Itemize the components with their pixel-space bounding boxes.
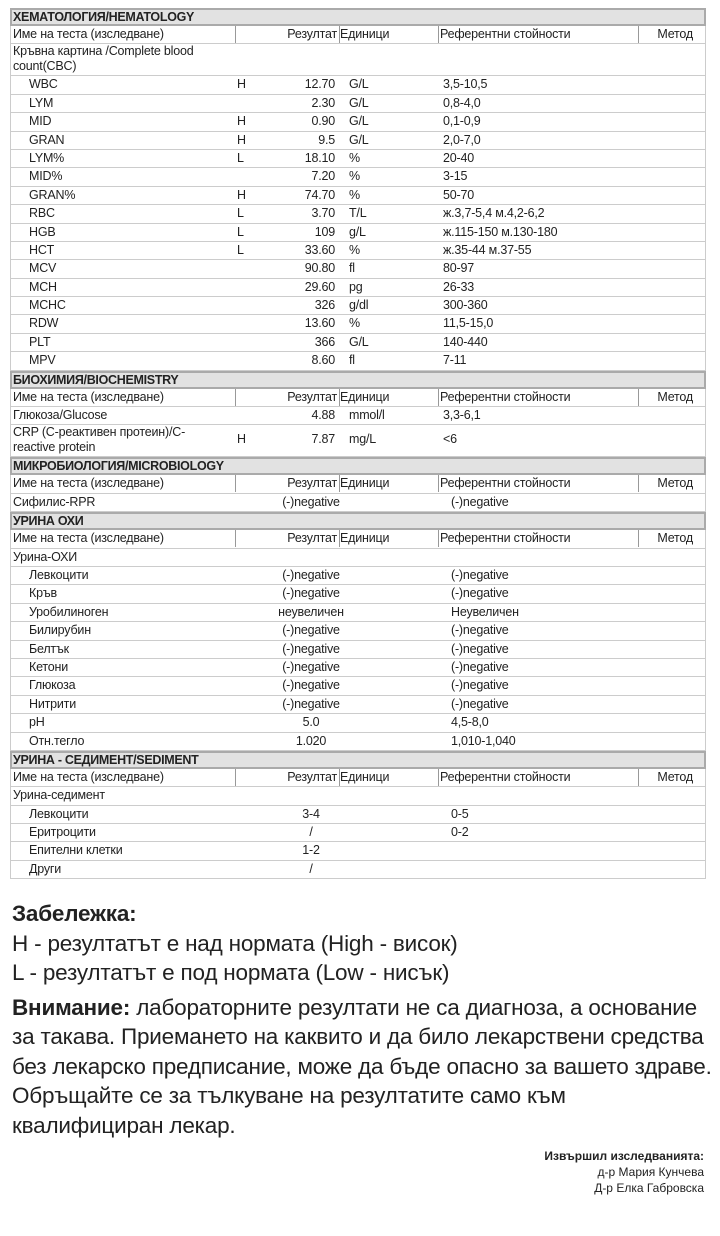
test-name: Левкоцити [29,567,89,582]
warning [12,993,712,1141]
reference-range: 0,1-0,9 [443,114,481,129]
reference-range: 3-15 [443,169,468,184]
table-row [10,352,706,370]
test-name: pH [29,715,45,730]
reference-range: 0,8-4,0 [443,95,481,110]
reference-range: 3,3-6,1 [443,408,481,423]
result-value: 7.87 [311,432,335,447]
reference-range: (-)negative [451,696,509,711]
table-row [10,297,706,315]
column-header-row [10,389,706,407]
result-units: mg/L [349,432,376,447]
test-name: Уробилиноген [29,604,109,619]
table-row [10,604,706,622]
reference-range: ж.35-44 м.37-55 [443,242,532,257]
test-name: Глюкоза [29,678,76,693]
test-name: Билирубин [29,623,91,638]
test-name: Сифилис-RPR [13,494,96,509]
table-row [10,585,706,603]
column-header-ref: Референтни стойности [438,475,639,492]
result-value: 29.60 [304,279,335,294]
reference-range: 0-2 [451,825,469,840]
result-value: 0.90 [311,114,335,129]
result-units: % [349,316,360,331]
table-row [10,787,706,805]
result-units: fl [349,353,355,368]
table-row [10,494,706,512]
column-header-ref: Референтни стойности [438,769,639,786]
column-header-units: Единици [338,26,439,43]
warning-text: лабораторните резултати не са диагноза, а основание за такава. Приемането на каквито и да било лекарствени средства без лекарско предписание, може да бъде опасно за вашето здраве. Обръщайте се за тълкуване на резултатите само към квалифициран лекар. [12,994,712,1138]
test-name: RDW [29,316,59,331]
result-value: 109 [314,224,335,239]
lab-results-report [10,0,706,879]
result-units: G/L [349,114,369,129]
result-units: G/L [349,132,369,147]
result-units: % [349,242,360,257]
table-row [10,842,706,860]
table-row [10,113,706,131]
column-header-result: Резултат [261,769,340,786]
table-row [10,95,706,113]
test-name: GRAN% [29,187,76,202]
table-row [10,132,706,150]
reference-range: 20-40 [443,150,474,165]
signature-block [0,1148,704,1196]
result-units: G/L [349,77,369,92]
result-value: 7.20 [311,169,335,184]
reference-range: 80-97 [443,261,474,276]
column-header-result: Резултат [261,530,340,547]
result-units: G/L [349,95,369,110]
result-units: mmol/l [349,408,385,423]
result-value: 2.30 [311,95,335,110]
warning-label: Внимание: [12,994,131,1020]
result-units: g/dl [349,298,369,313]
reference-range: (-)negative [451,659,509,674]
column-header-result: Резултат [261,26,340,43]
result-value: / [309,861,313,876]
test-name: HGB [29,224,56,239]
result-units: % [349,187,360,202]
reference-range: (-)negative [451,623,509,638]
column-header-name: Име на теста (изследване) [13,26,236,43]
column-header-row [10,26,706,44]
section-title: УРИНА - СЕДИМЕНТ/SEDIMENT [10,751,706,769]
reference-range: 11,5-15,0 [443,316,494,331]
result-value: 3.70 [311,206,335,221]
test-name: PLT [29,334,51,349]
result-value: (-)negative [282,567,340,582]
result-value: (-)negative [282,586,340,601]
reference-range: 7-11 [443,353,467,368]
result-flag: L [237,224,244,239]
result-value: 90.80 [304,261,335,276]
table-row [10,334,706,352]
table-row [10,567,706,585]
result-flag: H [237,187,246,202]
result-value: (-)negative [282,623,340,638]
reference-range: ж.3,7-5,4 м.4,2-6,2 [443,206,545,221]
reference-range: (-)negative [451,586,509,601]
test-name: CRP (C-реактивен протеин)/C-reactive protein [13,425,186,455]
test-name: Левкоцити [29,806,89,821]
reference-range: 4,5-8,0 [451,715,489,730]
test-name: Отн.тегло [29,733,85,748]
result-value: (-)negative [282,494,340,509]
column-header-ref: Референтни стойности [438,530,639,547]
table-row [10,407,706,425]
test-name: Глюкоза/Glucose [13,408,108,423]
table-row [10,315,706,333]
reference-range: 0-5 [451,806,469,821]
reference-range: 1,010-1,040 [451,733,516,748]
test-name: MCHC [29,298,66,313]
result-flag: H [237,114,246,129]
result-value: 18.10 [304,150,335,165]
test-name: RBC [29,206,55,221]
table-row [10,641,706,659]
reference-range: 2,0-7,0 [443,132,481,147]
test-name: Нитрити [29,696,76,711]
result-flag: L [237,150,244,165]
reference-range: 3,5-10,5 [443,77,488,92]
result-value: 5.0 [302,715,320,730]
column-header-row [10,530,706,548]
result-units: g/L [349,224,366,239]
reference-range: (-)negative [451,641,509,656]
test-name: WBC [29,77,58,92]
result-units: fl [349,261,355,276]
column-header-units: Единици [338,769,439,786]
section-title: УРИНА ОХИ [10,512,706,530]
test-name: Епителни клетки [29,843,123,858]
result-value: (-)negative [282,678,340,693]
notes-title: Забележка: [12,901,137,927]
column-header-ref: Референтни стойности [438,26,639,43]
reference-range: (-)negative [451,678,509,693]
low-legend: L - резултатът е под нормата (Low - нисък) [12,960,450,986]
table-row [10,425,706,457]
result-units: % [349,169,360,184]
table-row [10,76,706,94]
test-name: HCT [29,242,55,257]
result-value: 8.60 [311,353,335,368]
high-legend: H - резултатът е над нормата (High - висок) [12,930,458,956]
test-name: Кръв [29,586,57,601]
table-row [10,733,706,751]
result-value: 1-2 [302,843,320,858]
column-header-name: Име на теста (изследване) [13,389,236,406]
result-flag: H [237,77,246,92]
result-units: T/L [349,206,367,221]
test-name: MID% [29,169,63,184]
column-header-method: Метод [657,27,693,41]
reference-range: <6 [443,432,457,447]
result-value: 326 [314,298,335,313]
test-name: MID [29,114,52,129]
column-header-units: Единици [338,530,439,547]
reference-range: Неувеличен [451,604,519,619]
test-name: Други [29,861,62,876]
table-row [10,150,706,168]
column-header-row [10,769,706,787]
test-name: MCV [29,261,57,276]
table-row [10,622,706,640]
column-header-name: Име на теста (изследване) [13,769,236,786]
result-value: (-)negative [282,659,340,674]
section-title: МИКРОБИОЛОГИЯ/MICROBIOLOGY [10,457,706,475]
table-row [10,205,706,223]
column-header-units: Единици [338,475,439,492]
section-title: ХЕМАТОЛОГИЯ/HEMATOLOGY [10,8,706,26]
result-value: 1.020 [295,733,327,748]
result-units: pg [349,279,363,294]
column-header-row [10,475,706,493]
result-flag: H [237,432,246,447]
doctor-1: д-р Мария Кунчева [597,1165,704,1180]
doctor-2: Д-р Елка Габровска [594,1181,704,1196]
test-name: Урина-седимент [13,788,105,803]
test-name: Еритроцити [29,825,96,840]
result-value: 4.88 [311,408,335,423]
test-name: Белтък [29,641,69,656]
test-name: Кръвна картина /Complete blood count(CBC) [13,44,194,74]
table-row [10,677,706,695]
table-row [10,168,706,186]
result-units: % [349,150,360,165]
result-value: / [309,825,313,840]
table-row [10,187,706,205]
table-row [10,224,706,242]
table-row [10,260,706,278]
column-header-method: Метод [657,389,693,404]
signature-label: Извършил изследванията: [544,1149,704,1164]
result-value: 3-4 [302,806,320,821]
result-flag: L [237,206,244,221]
reference-range: (-)negative [451,567,509,582]
reference-range: 26-33 [443,279,474,294]
result-flag: L [237,242,244,257]
test-name: Урина-ОХИ [13,549,78,564]
result-value: 33.60 [304,242,335,257]
column-header-method: Метод [657,769,693,784]
reference-range: 50-70 [443,187,474,202]
notes-section [12,899,712,1140]
column-header-result: Резултат [261,475,340,492]
table-row [10,714,706,732]
column-header-name: Име на теста (изследване) [13,475,236,492]
test-name: MPV [29,353,56,368]
test-name: LYM% [29,150,65,165]
test-name: GRAN [29,132,65,147]
result-value: (-)negative [282,696,340,711]
reference-range: 140-440 [443,334,488,349]
section-title: БИОХИМИЯ/BIOCHEMISTRY [10,371,706,389]
table-row [10,549,706,567]
table-row [10,861,706,879]
test-name: MCH [29,279,57,294]
result-value: 366 [314,334,335,349]
test-name: Кетони [29,659,69,674]
result-value: 13.60 [304,316,335,331]
table-row [10,44,706,76]
table-row [10,806,706,824]
table-row [10,824,706,842]
column-header-method: Метод [657,531,693,546]
result-units: G/L [349,334,369,349]
column-header-units: Единици [338,389,439,406]
result-value: 12.70 [304,77,335,92]
reference-range: 300-360 [443,298,488,313]
reference-range: (-)negative [451,494,509,509]
result-value: неувеличен [278,604,344,619]
test-name: LYM [29,95,54,110]
column-header-name: Име на теста (изследване) [13,530,236,547]
reference-range: ж.115-150 м.130-180 [443,224,558,239]
table-row [10,659,706,677]
table-row [10,279,706,297]
column-header-result: Резултат [261,389,340,406]
column-header-method: Метод [657,476,693,491]
column-header-ref: Референтни стойности [438,389,639,406]
result-value: (-)negative [282,641,340,656]
table-row [10,696,706,714]
table-row [10,242,706,260]
result-flag: H [237,132,246,147]
result-value: 74.70 [304,187,335,202]
result-value: 9.5 [318,132,335,147]
